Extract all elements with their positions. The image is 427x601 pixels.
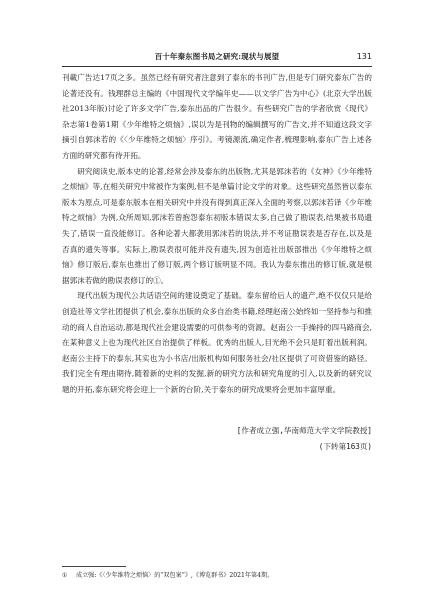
running-title: 百十年秦东图书局之研究:现状与展望 — [154, 52, 280, 61]
page-number: 131 — [356, 52, 372, 61]
footnote-divider — [62, 566, 126, 567]
author-affiliation: [作者成立强,华南师范大学文学院教授] — [236, 426, 372, 435]
paragraph-3: 现代出版为现代公共话语空间的建设奠定了基础。泰东留给后人的遗产,绝不仅仅只是给创造社等文学社团提供了机会,泰东出版的众多自治类书籍,经理赵南公始终如一坚持参与和推动的商人自治运动,都是现代社会建设需要的可供参考的资源。赵南公一手操持的四马路商会,在某种意义上也为现代社区自治提供了样板。优秀的出版人,目光绝不会只是盯着出版利润。赵南公主持下的泰东,其实也为小书店/出版机构如何服务社会/社区提供了可资借鉴的路径。我们完全有理由期待,随着新的史料的发掘,新的研究方法和研究角度的引入,以及新的研究议题的开拓,泰东研究将会迎上一个新的台阶,关于泰东的研究成果将会更加丰富厚重。 — [62, 291, 372, 394]
header-divider — [62, 66, 372, 67]
footnote-mark: ① — [62, 572, 68, 579]
running-header — [62, 50, 372, 64]
paragraph-2: 研究阅读史,版本史的论著,经常会涉及泰东的出版物,尤其是郭沫若的《女神》《少年维特之烦恼》等,在相关研究中常被作为案例,但不是单篇讨论文学的对象。这些研究虽然皆以泰东版本为原点,可是泰东版本在相关研究中并没有得到真正深入全面的考察,以郭沫若译《少年维特之烦恼》为例,众所周知,郭沫若曾抱怨泰东初版本错误太多,自己做了勘误表,结果被书局遗失了,错误一直没能修订。各种论著大都袭用郭沫若的说法,并不考证勘误表是否存在,以及是否真的遗失等事。实际上,勘误表很可能并没有遗失,因为创造社出版部推出《少年维特之烦恼》修订版后,泰东也推出了修订版,两个修订版明显不同。我认为泰东推出的修订版,就是根据郭沫若做的勘误表修订的①。 — [62, 166, 372, 285]
body-text — [62, 70, 372, 397]
footnote-text: 成立强:《〈少年维特之烦恼〉的“双包案”》,《博览群书》2021年第4期。 — [76, 572, 274, 579]
author-byline — [62, 423, 372, 454]
footnote — [62, 571, 372, 581]
paragraph-1: 刊載广告达17页之多。虽然已经有研究者注意到了泰东的书刊广告,但是专门研究泰东广告的论著还没有。钱理群总主编的《中国现代文学编年史——以文学广告为中心》(北京大学出版社2013年版)讨论了许多文学广告,泰东出品的广告很少。有些研究广告的学者欣赏《现代》杂志第1卷第1期《少年维特之烦恼》,误以为是刊物的编辑撰写的广告文,并不知道这段文字摘引自郭沫若的《〈少年维特之烦恼〉序引》。考镜源流,确定作者,梳理影响,泰东广告上述各方面的研究都有待开拓。 — [62, 73, 372, 160]
continuation-note: (下转第163页) — [318, 441, 372, 451]
